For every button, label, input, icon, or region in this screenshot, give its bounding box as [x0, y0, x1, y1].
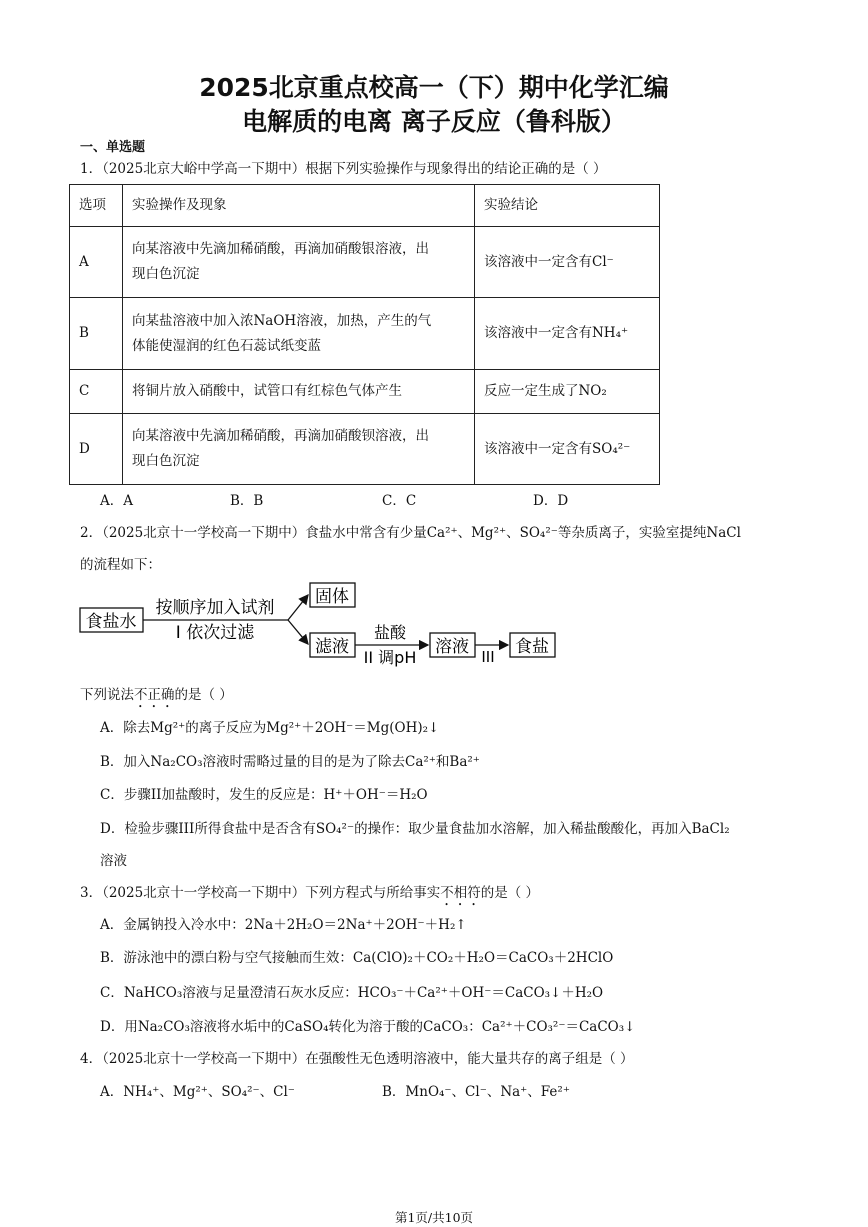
- conclusion-cell: 反应一定生成了NO₂: [475, 370, 660, 414]
- table-header-row: [70, 185, 660, 227]
- stem-emphasis: 不相符: [440, 885, 481, 901]
- flow-diagram: [78, 580, 578, 670]
- question-2-ask: [80, 683, 233, 711]
- flow-step3: III: [481, 648, 495, 666]
- page-title: 2025北京重点校高一（下）期中化学汇编: [199, 73, 669, 102]
- operation-line: 现白色沉淀: [132, 453, 200, 469]
- option-letter: D: [70, 414, 123, 485]
- table-row: [70, 370, 660, 414]
- conclusion-cell: 该溶液中一定含有Cl⁻: [475, 227, 660, 298]
- operation-line: 体能使湿润的红色石蕊试纸变蓝: [132, 337, 321, 354]
- ask-text: 下列说法: [80, 687, 134, 703]
- flow-start-label: 食盐水: [85, 612, 137, 632]
- question-2-option-d-cont: 溶液: [100, 853, 127, 869]
- operation-line: 向某盐溶液中加入浓NaOH溶液，加热，产生的气: [132, 312, 432, 329]
- question-4-stem: 4．（2025北京十一学校高一下期中）在强酸性无色透明溶液中，能大量共存的离子组是（ ）: [80, 1051, 634, 1067]
- choice-d[interactable]: D．D: [533, 493, 569, 509]
- question-3-option-b[interactable]: B．游泳池中的漂白粉与空气接触而生效：Ca(ClO)₂＋CO₂＋H₂O＝CaCO₃＋2HClO: [100, 950, 614, 966]
- ask-text: 的是（ ）: [174, 687, 233, 703]
- question-4-option-b[interactable]: B．MnO₄⁻、Cl⁻、Na⁺、Fe²⁺: [382, 1084, 570, 1100]
- flow-solution-label: 溶液: [435, 637, 469, 657]
- operation-line: 向某溶液中先滴加稀硝酸，再滴加硝酸银溶液，出: [132, 241, 429, 257]
- option-letter: A: [70, 227, 123, 298]
- question-3-option-a[interactable]: A．金属钠投入冷水中：2Na＋2H₂O＝2Na⁺＋2OH⁻＋H₂↑: [100, 917, 467, 933]
- section-heading: 一、单选题: [80, 140, 146, 155]
- ask-emphasis: 不正确: [134, 687, 175, 703]
- choice-b[interactable]: B．B: [230, 493, 264, 509]
- question-2-stem: 2．（2025北京十一学校高一下期中）食盐水中常含有少量Ca²⁺、Mg²⁺、SO₄²⁻等杂质离子，实验室提纯NaCl: [80, 525, 741, 541]
- flow-end-label: 食盐: [515, 637, 549, 657]
- choice-a[interactable]: A．A: [100, 493, 133, 509]
- flow-step2-top: 盐酸: [373, 623, 407, 642]
- operation-cell: [123, 414, 475, 485]
- table-row: [70, 227, 660, 298]
- flow-step1-top: 按顺序加入试剂: [155, 598, 275, 618]
- conclusion-cell: 该溶液中一定含有SO₄²⁻: [475, 414, 660, 485]
- conclusion-cell: 该溶液中一定含有NH₄⁺: [475, 298, 660, 370]
- question-3-stem: [80, 881, 539, 909]
- table-header-cell: 实验结论: [475, 185, 660, 227]
- question-1-table: [69, 184, 660, 485]
- flow-step2-bottom: II 调pH: [363, 648, 417, 667]
- table-header-cell: 选项: [70, 185, 123, 227]
- option-letter: B: [70, 298, 123, 370]
- operation-cell: [123, 298, 475, 370]
- stem-text: 3．（2025北京十一学校高一下期中）下列方程式与所给事实: [80, 885, 441, 901]
- flow-arrow: [288, 620, 308, 644]
- question-4-option-a[interactable]: A．NH₄⁺、Mg²⁺、SO₄²⁻、Cl⁻: [100, 1084, 295, 1100]
- table-row: [70, 414, 660, 485]
- page-footer: 第1页/共10页: [394, 1210, 474, 1225]
- question-2-option-a[interactable]: A．除去Mg²⁺的离子反应为Mg²⁺＋2OH⁻＝Mg(OH)₂↓: [100, 720, 440, 736]
- option-letter: C: [70, 370, 123, 414]
- flow-arrow: [288, 595, 308, 620]
- page-subtitle: 电解质的电离 离子反应（鲁科版）: [242, 107, 626, 136]
- question-3-option-c[interactable]: C．NaHCO₃溶液与足量澄清石灰水反应：HCO₃⁻＋Ca²⁺＋OH⁻＝CaCO₃↓＋H₂O: [100, 985, 604, 1001]
- table-row: [70, 298, 660, 370]
- question-2-option-b[interactable]: B．加入Na₂CO₃溶液时需略过量的目的是为了除去Ca²⁺和Ba²⁺: [100, 754, 480, 770]
- question-3-option-d[interactable]: D．用Na₂CO₃溶液将水垢中的CaSO₄转化为溶于酸的CaCO₃：Ca²⁺＋CO₃²⁻＝CaCO₃↓: [100, 1019, 636, 1035]
- question-2-option-d[interactable]: D．检验步骤III所得食盐中是否含有SO₄²⁻的操作：取少量食盐加水溶解，加入稀盐酸酸化，再加入BaCl₂: [100, 821, 730, 837]
- question-2-stem-cont: 的流程如下：: [80, 557, 161, 573]
- operation-line: 现白色沉淀: [132, 266, 200, 282]
- choice-c[interactable]: C．C: [382, 493, 417, 509]
- table-header-cell: 实验操作及现象: [123, 185, 475, 227]
- flow-solid-label: 固体: [315, 587, 349, 607]
- flow-filtrate-label: 滤液: [315, 637, 349, 657]
- operation-cell: 将铜片放入硝酸中，试管口有红棕色气体产生: [123, 370, 475, 414]
- stem-text: 的是（ ）: [480, 885, 539, 901]
- operation-line: 向某溶液中先滴加稀硝酸，再滴加硝酸钡溶液，出: [132, 428, 429, 444]
- question-1-stem: 1．（2025北京大峪中学高一下期中）根据下列实验操作与现象得出的结论正确的是（ ）: [80, 161, 607, 177]
- question-2-option-c[interactable]: C．步骤II加盐酸时，发生的反应是：H⁺＋OH⁻＝H₂O: [100, 787, 428, 803]
- flow-step1-bottom: I 依次过滤: [175, 623, 255, 643]
- operation-cell: [123, 227, 475, 298]
